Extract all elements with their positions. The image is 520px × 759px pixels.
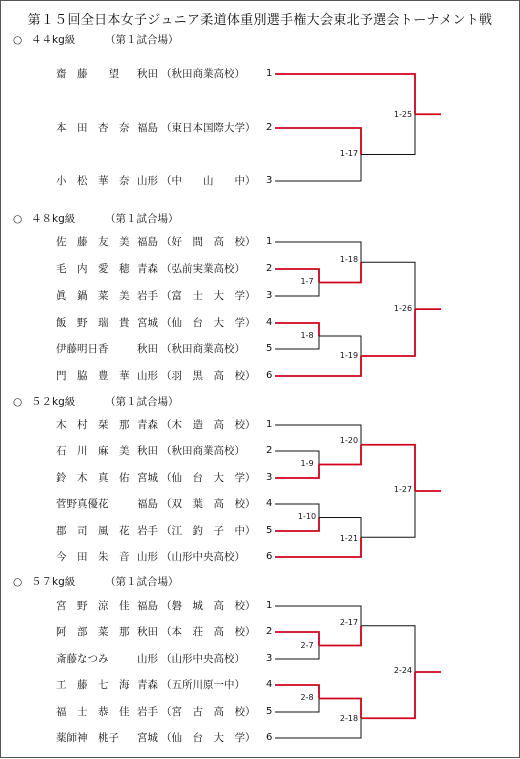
match-number: 2-18 xyxy=(339,714,359,723)
prefecture: 山形 xyxy=(137,653,158,665)
player-name: 小 松 華 奈 xyxy=(56,175,130,187)
player-name: 鈴 木 真 佑 xyxy=(56,472,130,484)
venue-label: （第１試合場） xyxy=(105,34,179,46)
seed-number: 4 xyxy=(266,679,273,690)
match-number: 1-18 xyxy=(339,255,359,264)
seed-number: 2 xyxy=(266,626,273,637)
winner-line xyxy=(275,74,415,114)
weight-class: ５２kg級 xyxy=(31,396,76,408)
prefecture: 秋田 xyxy=(137,626,158,638)
match-number: 1-25 xyxy=(393,110,413,119)
seed-number: 4 xyxy=(266,498,273,509)
prefecture: 秋田 xyxy=(137,68,158,80)
player-name: 福 士 恭 佳 xyxy=(56,706,130,718)
winner-line xyxy=(361,672,415,718)
weight-class: ４８kg級 xyxy=(31,213,76,225)
player-name: 毛 内 愛 穂 xyxy=(56,263,130,275)
player-name: 石 川 麻 美 xyxy=(56,445,130,457)
school-name: （富 士 大 学） xyxy=(161,290,256,302)
player-name: 齋 藤 望 xyxy=(56,68,119,80)
match-number: 1-8 xyxy=(300,331,314,340)
bracket-line xyxy=(361,262,415,309)
school-name: （仙 台 大 学） xyxy=(161,317,256,329)
seed-number: 1 xyxy=(266,68,273,79)
player-name: 菅野真優花 xyxy=(56,498,109,510)
winner-line xyxy=(319,445,361,465)
player-name: 薬師神 桃子 xyxy=(56,732,119,744)
school-name: （中 山 中） xyxy=(161,175,256,187)
seed-number: 3 xyxy=(266,653,273,664)
school-name: （秋田商業高校） xyxy=(161,68,245,80)
prefecture: 秋田 xyxy=(137,343,158,355)
match-number: 1-27 xyxy=(393,485,413,494)
match-number: 1-19 xyxy=(339,351,359,360)
school-name: （東日本国際大学） xyxy=(161,122,256,134)
seed-number: 5 xyxy=(266,706,273,717)
player-name: 伊藤明日香 xyxy=(56,343,109,355)
seed-number: 3 xyxy=(266,175,273,186)
player-name: 今 田 朱 音 xyxy=(56,551,130,563)
school-name: （仙 台 大 学） xyxy=(161,732,256,744)
division-marker: ○ xyxy=(13,34,23,46)
match-number: 2-24 xyxy=(393,666,413,675)
venue-label: （第１試合場） xyxy=(105,576,179,588)
venue-label: （第１試合場） xyxy=(105,396,179,408)
match-number: 1-7 xyxy=(300,277,314,286)
match-number: 1-26 xyxy=(393,304,413,313)
prefecture: 岩手 xyxy=(137,290,158,302)
school-name: （秋田商業高校） xyxy=(161,343,245,355)
seed-number: 5 xyxy=(266,343,273,354)
school-name: （弘前実業高校） xyxy=(161,263,245,275)
school-name: （好 間 高 校） xyxy=(161,236,256,248)
prefecture: 宮城 xyxy=(137,732,158,744)
school-name: （磐 城 高 校） xyxy=(161,600,256,612)
school-name: （本 荘 高 校） xyxy=(161,626,256,638)
match-number: 1-20 xyxy=(339,436,359,445)
prefecture: 福島 xyxy=(137,122,158,134)
bracket-line xyxy=(361,114,415,154)
page-title: 第１５回全日本女子ジュニア柔道体重別選手権大会東北予選会トーナメント戦 xyxy=(27,13,493,28)
match-number: 2-8 xyxy=(300,693,314,702)
school-name: （五所川原一中） xyxy=(161,679,245,691)
prefecture: 岩手 xyxy=(137,525,158,537)
weight-class: ４４kg級 xyxy=(31,34,76,46)
seed-number: 6 xyxy=(266,370,273,381)
seed-number: 1 xyxy=(266,236,273,247)
seed-number: 4 xyxy=(266,317,273,328)
division-marker: ○ xyxy=(13,576,23,588)
match-number: 2-7 xyxy=(300,641,314,650)
prefecture: 宮城 xyxy=(137,472,158,484)
player-name: 木 村 栞 那 xyxy=(56,419,130,431)
match-number: 2-17 xyxy=(339,618,359,627)
bracket-line xyxy=(361,491,415,537)
prefecture: 山形 xyxy=(137,551,158,563)
match-number: 1-9 xyxy=(300,459,314,468)
division-marker: ○ xyxy=(13,213,23,225)
winner-line xyxy=(319,262,361,282)
seed-number: 2 xyxy=(266,122,273,133)
prefecture: 秋田 xyxy=(137,445,158,457)
seed-number: 6 xyxy=(266,732,273,743)
prefecture: 青森 xyxy=(137,419,158,431)
prefecture: 福島 xyxy=(137,498,158,510)
prefecture: 宮城 xyxy=(137,317,158,329)
winner-line xyxy=(361,309,415,356)
player-name: 本 田 杏 奈 xyxy=(56,122,130,134)
weight-class: ５７kg級 xyxy=(31,576,76,588)
prefecture: 福島 xyxy=(137,600,158,612)
school-name: （双 葉 高 校） xyxy=(161,498,256,510)
school-name: （仙 台 大 学） xyxy=(161,472,256,484)
player-name: 飯 野 瑞 貴 xyxy=(56,317,130,329)
winner-line xyxy=(319,626,361,646)
match-number: 1-10 xyxy=(297,512,317,521)
school-name: （江 釣 子 中） xyxy=(161,525,256,537)
division-marker: ○ xyxy=(13,396,23,408)
school-name: （木 造 高 校） xyxy=(161,419,256,431)
seed-number: 2 xyxy=(266,445,273,456)
school-name: （羽 黒 高 校） xyxy=(161,370,256,382)
player-name: 門 脇 豊 華 xyxy=(56,370,130,382)
player-name: 阿 部 菜 那 xyxy=(56,626,130,638)
prefecture: 岩手 xyxy=(137,706,158,718)
seed-number: 3 xyxy=(266,472,273,483)
school-name: （秋田商業高校） xyxy=(161,445,245,457)
match-number: 1-21 xyxy=(339,534,359,543)
prefecture: 福島 xyxy=(137,236,158,248)
seed-number: 6 xyxy=(266,551,273,562)
player-name: 工 藤 七 海 xyxy=(56,679,130,691)
player-name: 郡 司 風 花 xyxy=(56,525,130,537)
school-name: （山形中央高校） xyxy=(161,551,245,563)
prefecture: 青森 xyxy=(137,679,158,691)
match-number: 1-17 xyxy=(339,149,359,158)
player-name: 斎藤なつみ xyxy=(56,653,109,665)
player-name: 宮 野 涼 佳 xyxy=(56,600,130,612)
seed-number: 1 xyxy=(266,600,273,611)
school-name: （宮 古 高 校） xyxy=(161,706,256,718)
school-name: （山形中央高校） xyxy=(161,653,245,665)
seed-number: 5 xyxy=(266,525,273,536)
seed-number: 2 xyxy=(266,263,273,274)
player-name: 佐 藤 友 美 xyxy=(56,236,130,248)
seed-number: 1 xyxy=(266,419,273,430)
seed-number: 3 xyxy=(266,290,273,301)
prefecture: 山形 xyxy=(137,175,158,187)
venue-label: （第１試合場） xyxy=(105,213,179,225)
prefecture: 山形 xyxy=(137,370,158,382)
player-name: 眞 鍋 菜 美 xyxy=(56,290,130,302)
prefecture: 青森 xyxy=(137,263,158,275)
